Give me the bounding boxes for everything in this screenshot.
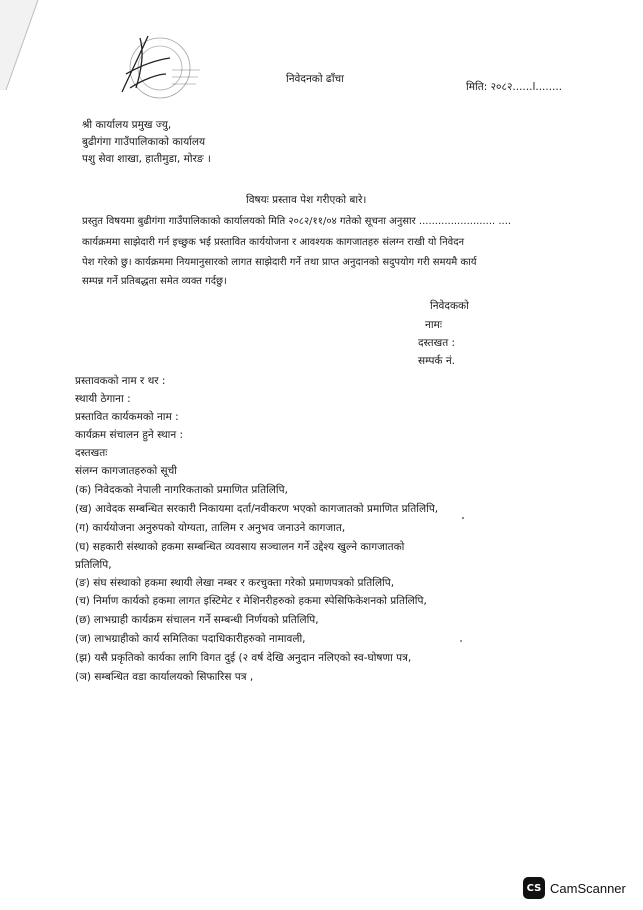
attachment-item: प्रतिलिपि, <box>75 559 112 571</box>
proposer-address-label: स्थायी ठेगाना : <box>75 393 131 405</box>
attachment-item: (ञ) सम्बन्धित वडा कार्यालयको सिफारिस पत्र , <box>75 671 254 683</box>
attachment-item: (ङ) संघ संस्थाको हकमा स्थायी लेखा नम्बर र करचुक्ता गरेको प्रमाणपत्रको प्रतिलिपि, <box>75 577 395 589</box>
proposer-signature-label: दस्तखतः <box>75 447 108 459</box>
date-field: मिति: २०८२......l........ <box>466 81 563 93</box>
attachment-item: (क) निवेदकको नेपाली नागरिकताको प्रमाणित प्रतिलिपि, <box>75 484 288 496</box>
attachment-item: (ख) आवेदक सम्बन्धित सरकारी निकायमा दर्ता/नवीकरण भएको कागजातको प्रमाणित प्रतिलिपि, <box>75 503 439 515</box>
attachment-item: (झ) यसै प्रकृतिको कार्यका लागि विगत दुई (२ वर्ष देखि अनुदान नलिएको स्व-घोषणा पत्र, <box>75 652 412 664</box>
attachment-item: (छ) लाभग्राही कार्यक्रम संचालन गर्ने सम्बन्धी निर्णयको प्रतिलिपि, <box>75 614 319 626</box>
proposer-location-label: कार्यक्रम संचालन हुने स्थान : <box>75 429 184 441</box>
applicant-name-label: नामः <box>425 319 442 331</box>
body-line-2: कार्यक्रममा साझेदारी गर्न इच्छुक भई प्रस्तावित कार्ययोजना र आवश्यक कागजातहरु संलग्न राखी यो निवेदन <box>82 237 465 248</box>
attachment-item: (ग) कार्ययोजना अनुरुपको योग्यता, तालिम र अनुभव जनाउने कागजात, <box>75 522 346 534</box>
body-line-4: सम्पन्न गर्ने प्रतिबद्धता समेत व्यक्त गर्दछु। <box>82 276 227 287</box>
scan-speck <box>460 640 462 642</box>
body-line-3: पेश गरेको छु। कार्यक्रममा नियमानुसारको लागत साझेदारी गर्ने तथा प्राप्त अनुदानको सदुपयोग गरी समयमै कार्य <box>82 257 477 268</box>
subject-line: विषयः प्रस्ताव पेश गरीएको बारे। <box>246 194 367 206</box>
camscanner-watermark <box>523 877 626 899</box>
attachment-item: (घ) सहकारी संस्थाको हकमा सम्बन्धित व्यवसाय सञ्चालन गर्ने उद्देश्य खुल्ने कागजातको <box>75 541 405 553</box>
attachment-item: (ज) लाभग्राहीको कार्य समितिका पदाधिकारीहरुको नामावली, <box>75 633 306 645</box>
scan-speck <box>462 517 464 519</box>
attachment-item: (च) निर्माण कार्यको हकमा लागत इस्टिमेट र मेशिनरीहरुको हकमा स्पेसिफिकेशनको प्रतिलिपि, <box>75 595 427 607</box>
applicant-signature-label: दस्तखत : <box>418 337 456 349</box>
page-fold-shadow <box>0 0 60 90</box>
body-line-1: प्रस्तुत विषयमा बुढीगंगा गाउँपालिकाको कार्यालयको मिति २०८२/११/०४ गतेको सूचना अनुसार ........................ .... <box>82 216 512 227</box>
form-title: निवेदनको ढाँचा <box>286 73 344 85</box>
office-stamp-with-signature <box>112 30 204 106</box>
recipient-line-1: श्री कार्यालय प्रमुख ज्यु, <box>82 119 172 131</box>
proposer-program-label: प्रस्तावित कार्यकमको नाम : <box>75 411 179 423</box>
camscanner-label: CamScanner <box>550 880 626 896</box>
proposer-name-label: प्रस्तावकको नाम र थर : <box>75 375 166 387</box>
recipient-line-3: पशु सेवा शाखा, हातीमुडा, मोरङ । <box>82 153 211 165</box>
recipient-line-2: बुढीगंगा गाउँपालिकाको कार्यालय <box>82 136 206 148</box>
camscanner-logo-icon: CS <box>523 877 545 899</box>
applicant-heading: निवेदकको <box>430 300 469 312</box>
attachments-heading: संलग्न कागजातहरुको सूची <box>75 465 177 477</box>
applicant-contact-label: सम्पर्क नं. <box>418 355 455 367</box>
